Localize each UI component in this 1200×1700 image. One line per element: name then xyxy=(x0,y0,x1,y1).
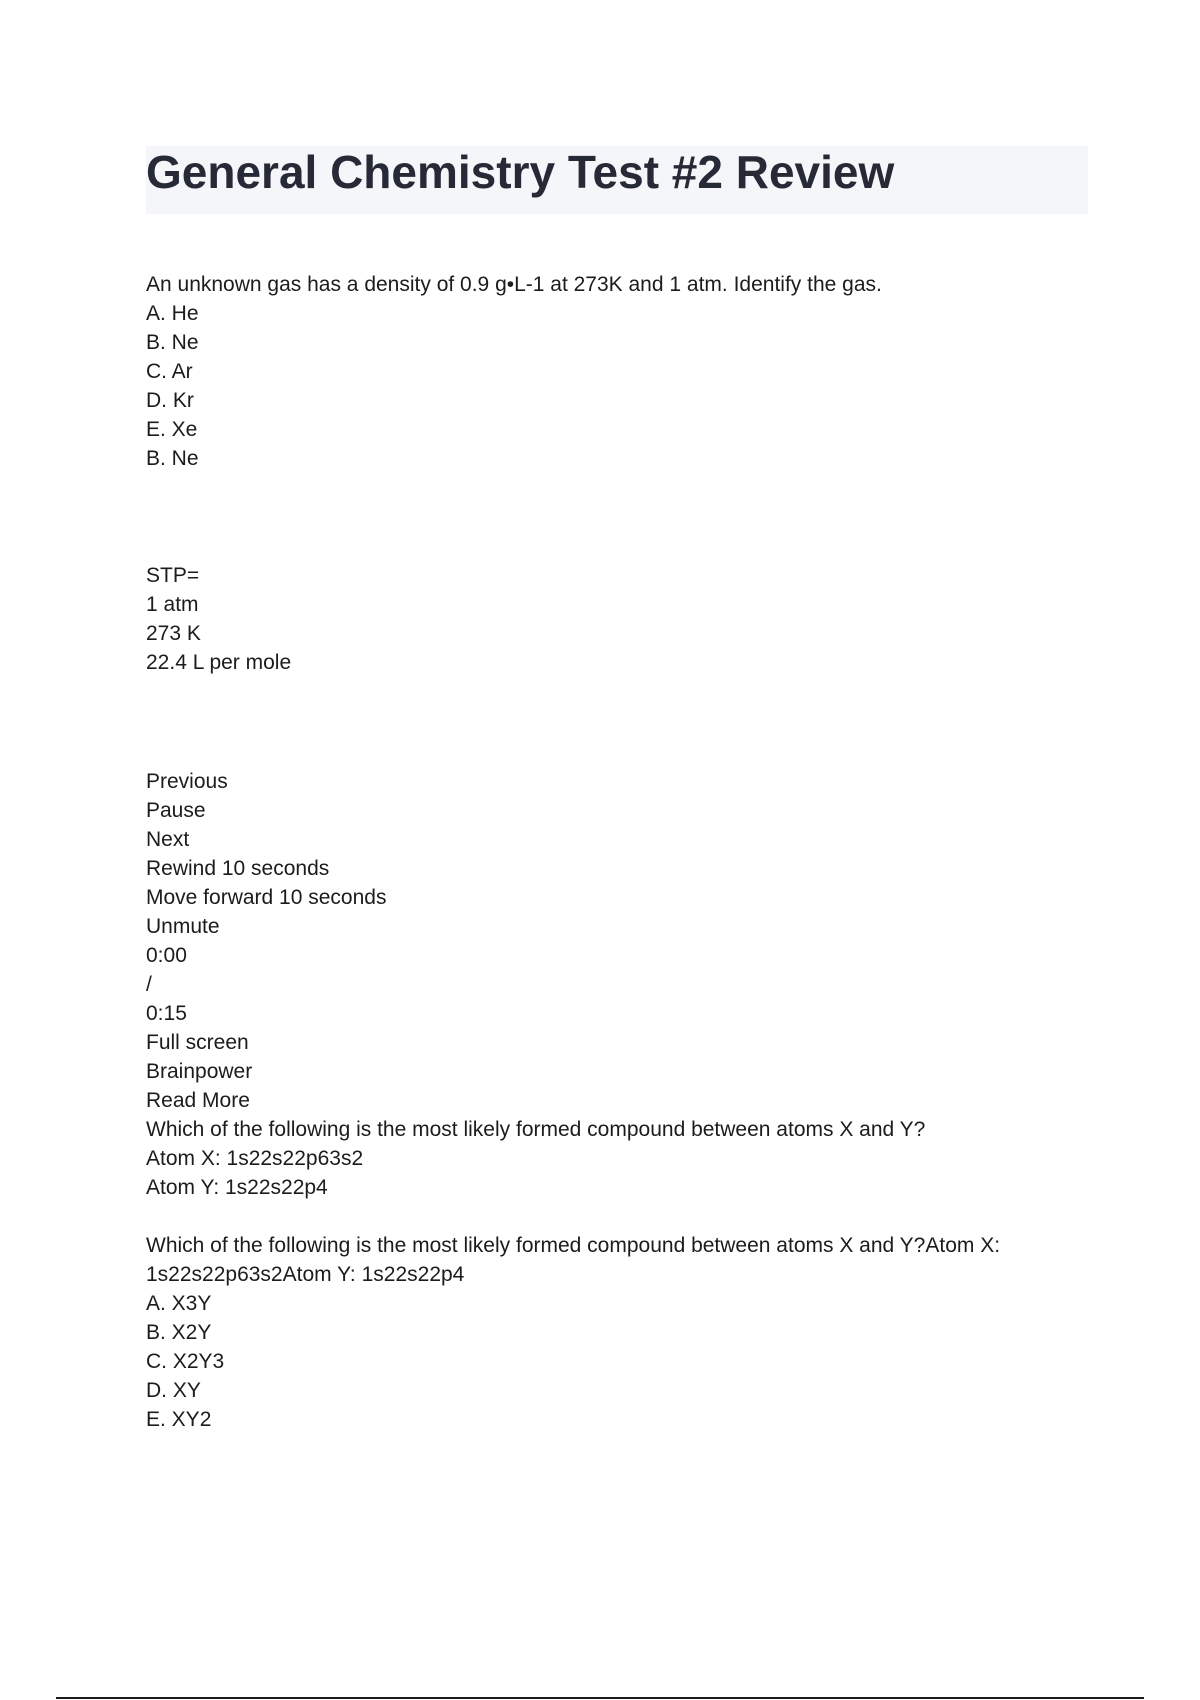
explanation-line: 273 K xyxy=(146,622,201,645)
question-2-prompt: Which of the following is the most likely formed compound between atoms X and Y?Atom X: 1s22s22p63s2Atom Y: 1s22s22p4 xyxy=(146,1234,1001,1286)
previous-button[interactable]: Previous xyxy=(146,770,228,793)
question-2-option: A. X3Y xyxy=(146,1292,212,1315)
rewind-button[interactable]: Rewind 10 seconds xyxy=(146,857,330,880)
brand-label: Brainpower xyxy=(146,1060,253,1083)
question-2-option: B. X2Y xyxy=(146,1321,212,1344)
explanation xyxy=(146,561,1106,677)
question-2-option: D. XY xyxy=(146,1379,201,1402)
question-1 xyxy=(146,270,1106,473)
question-2-atom-y: Atom Y: 1s22s22p4 xyxy=(146,1176,328,1199)
question-1-option: A. He xyxy=(146,302,199,325)
unmute-button[interactable]: Unmute xyxy=(146,915,220,938)
spacer xyxy=(146,1202,1106,1231)
question-1-prompt: An unknown gas has a density of 0.9 g•L-1 at 273K and 1 atm. Identify the gas. xyxy=(146,273,882,296)
duration: 0:15 xyxy=(146,1002,187,1025)
time-separator: / xyxy=(146,973,152,996)
question-2-atom-x: Atom X: 1s22s22p63s2 xyxy=(146,1147,364,1170)
read-more-link[interactable]: Read More xyxy=(146,1089,250,1112)
question-1-option: C. Ar xyxy=(146,360,193,383)
explanation-line: 22.4 L per mole xyxy=(146,651,292,674)
next-button[interactable]: Next xyxy=(146,828,190,851)
question-2-option: E. XY2 xyxy=(146,1408,212,1431)
current-time: 0:00 xyxy=(146,944,187,967)
explanation-line: STP= xyxy=(146,564,200,587)
footer-rule xyxy=(56,1697,1144,1699)
fullscreen-button[interactable]: Full screen xyxy=(146,1031,249,1054)
question-1-answer: B. Ne xyxy=(146,447,199,470)
question-1-option: B. Ne xyxy=(146,331,199,354)
page-title: General Chemistry Test #2 Review xyxy=(146,146,895,198)
question-2-option: C. X2Y3 xyxy=(146,1350,225,1373)
media-player-controls xyxy=(146,767,1106,1434)
question-1-option: E. Xe xyxy=(146,418,198,441)
question-2-heading: Which of the following is the most likely formed compound between atoms X and Y? xyxy=(146,1118,926,1141)
question-1-option: D. Kr xyxy=(146,389,194,412)
forward-button[interactable]: Move forward 10 seconds xyxy=(146,886,387,909)
pause-button[interactable]: Pause xyxy=(146,799,206,822)
explanation-line: 1 atm xyxy=(146,593,199,616)
